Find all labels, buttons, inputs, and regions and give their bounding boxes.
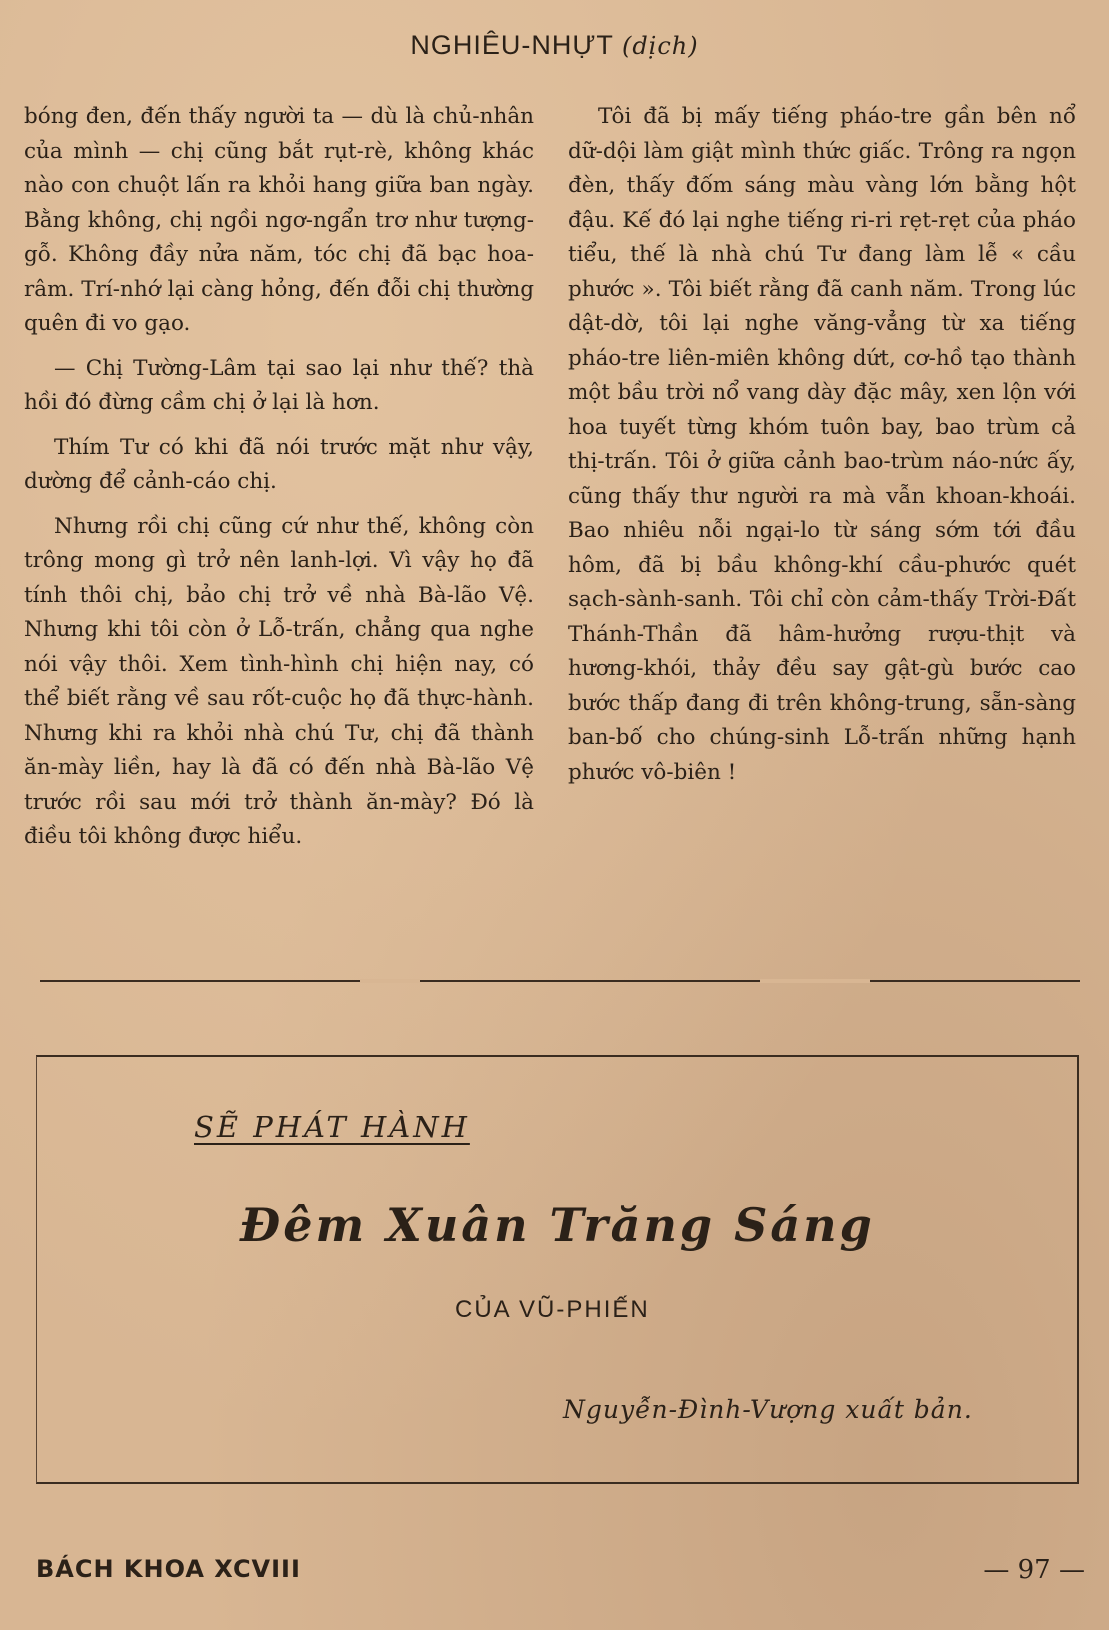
left-column <box>24 100 534 855</box>
header-translator-note: (dịch) <box>621 32 699 60</box>
ad-book-title: Đêm Xuân Trăng Sáng <box>240 1198 875 1252</box>
left-paragraph-2: — Chị Tường-Lâm tại sao lại như thế? thà hồi đó đừng cầm chị ở lại là hơn. <box>24 355 534 415</box>
ad-publisher: Nguyễn-Đình-Vượng xuất bản. <box>563 1395 973 1424</box>
left-paragraph-1: bóng đen, đến thấy người ta — dù là chủ-nhân của mình — chị cũng bắt rụt-rè, không khác nào con chuột lấn ra khỏi hang giữa ban ngày. Bằng không, chị ngồi ngơ-ngẩn trơ như tượng-gỗ. Không đầy nửa năm, tóc chị đã bạc hoa-râm. Trí-nhớ lại càng hỏng, đến đỗi chị thường quên đi vo gạo. <box>24 104 534 336</box>
section-divider <box>40 980 1080 982</box>
right-paragraph-1: Tôi đã bị mấy tiếng pháo-tre gần bên nổ dữ-dội làm giật mình thức giấc. Trông ra ngọn đèn, thấy đốm sáng màu vàng lớn bằng hột đậu. Kế đó lại nghe tiếng ri-ri rẹt-rẹt của pháo tiểu, thế là nhà chú Tư đang làm lễ « cầu phước ». Tôi biết rằng đã canh năm. Trong lúc dật-dờ, tôi lại nghe văng-vẳng từ xa tiếng pháo-tre liên-miên không dứt, cơ-hồ tạo thành một bầu trời nổ vang dày đặc mây, xen lộn với hoa tuyết từng khóm tuôn bay, bao trùm cả thị-trấn. Tôi ở giữa cảnh bao-trùm náo-nức ấy, cũng thấy thư người ra mà vẫn khoan-khoái. Bao nhiêu nỗi ngại-lo từ sáng sớm tới đầu hôm, đã bị bầu không-khí cầu-phước quét sạch-sành-sanh. Tôi chỉ còn cảm-thấy Trời-Đất Thánh-Thần đã hâm-hưởng rượu-thịt và hương-khói, thảy đều say gật-gù bước cao bước thấp đang đi trên không-trung, sẵn-sàng ban-bố cho chúng-sinh Lỗ-trấn những hạnh phước vô-biên ! <box>568 104 1076 785</box>
footer-page-number: — 97 — <box>983 1555 1085 1585</box>
left-paragraph-3: Thím Tư có khi đã nói trước mặt như vậy, dường để cảnh-cáo chị. <box>24 434 534 494</box>
ad-author-line: CỦA VŨ-PHIẾN <box>455 1296 650 1323</box>
footer-magazine-name: BÁCH KHOA XCVIII <box>36 1555 301 1583</box>
right-column <box>568 100 1076 790</box>
left-paragraph-4: Nhưng rồi chị cũng cứ như thế, không còn trông mong gì trở nên lanh-lợi. Vì vậy họ đã tính thôi chị, bảo chị trở về nhà Bà-lão Vệ. Nhưng khi tôi còn ở Lỗ-trấn, chẳng qua nghe nói vậy thôi. Xem tình-hình chị hiện nay, có thể biết rằng về sau rốt-cuộc họ đã thực-hành. Nhưng khi ra khỏi nhà chú Tư, chị đã thành ăn-mày liền, hay là đã có đến nhà Bà-lão Vệ trước rồi sau mới trở thành ăn-mày? Đó là điều tôi không được hiểu. <box>24 513 534 849</box>
ad-announcement: SẼ PHÁT HÀNH <box>194 1110 470 1144</box>
header-author: NGHIÊU-NHỰT <box>410 30 614 60</box>
page-header <box>0 30 1109 61</box>
